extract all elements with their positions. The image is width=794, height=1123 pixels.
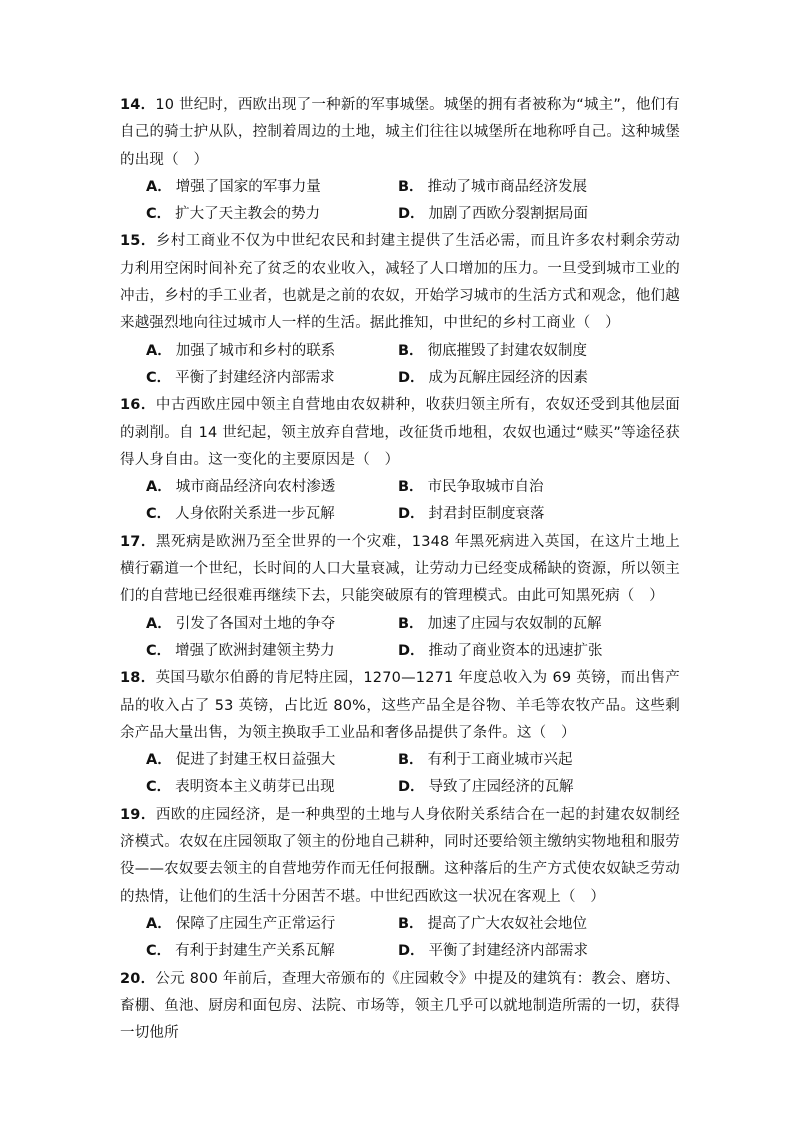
option-letter: A． xyxy=(146,342,172,359)
question-number: 18． xyxy=(120,670,156,687)
option-letter: B． xyxy=(398,915,424,932)
answer-options xyxy=(120,911,680,966)
question-number: 20． xyxy=(120,970,156,987)
option-row xyxy=(120,365,680,392)
answer-options xyxy=(120,174,680,229)
option-b xyxy=(398,911,650,938)
option-row xyxy=(120,774,680,801)
option-b xyxy=(398,747,650,774)
option-letter: B． xyxy=(398,615,424,632)
question-number: 16． xyxy=(120,397,156,414)
option-a xyxy=(146,338,398,365)
option-letter: D． xyxy=(398,506,425,523)
option-row xyxy=(120,174,680,201)
option-letter: A． xyxy=(146,752,172,769)
option-text: 市民争取城市自治 xyxy=(427,479,544,496)
question-list xyxy=(120,92,680,1047)
question-item xyxy=(120,529,680,665)
option-row xyxy=(120,611,680,638)
option-a xyxy=(146,611,398,638)
question-item xyxy=(120,392,680,528)
option-b xyxy=(398,611,650,638)
question-text: 中古西欧庄园中领主自营地由农奴耕种，收获归领主所有，农奴还受到其他层面的剥削。自 14 世纪起，领主放弃自营地，改征货币地租，农奴也通过“赎买”等途径获得人身自由。这一变化的主要原因是（ ） xyxy=(120,397,681,468)
option-row xyxy=(120,911,680,938)
option-letter: A． xyxy=(146,178,172,195)
option-a xyxy=(146,911,398,938)
question-stem xyxy=(120,92,680,174)
option-text: 城市商品经济向农村渗透 xyxy=(175,479,336,496)
option-text: 推动了商业资本的迅速扩张 xyxy=(428,642,603,659)
option-row xyxy=(120,938,680,965)
option-row xyxy=(120,501,680,528)
question-stem xyxy=(120,802,680,911)
option-text: 加速了庄园与农奴制的瓦解 xyxy=(427,615,602,632)
option-letter: C． xyxy=(146,206,172,223)
option-letter: A． xyxy=(146,615,172,632)
option-text: 平衡了封建经济内部需求 xyxy=(428,943,589,960)
question-number: 15． xyxy=(120,233,156,250)
question-stem xyxy=(120,665,680,747)
option-letter: D． xyxy=(398,642,425,659)
option-text: 保障了庄园生产正常运行 xyxy=(175,915,336,932)
question-item xyxy=(120,665,680,801)
option-c xyxy=(146,638,398,665)
question-stem xyxy=(120,966,680,1048)
option-letter: D． xyxy=(398,369,425,386)
option-letter: A． xyxy=(146,479,172,496)
option-d xyxy=(398,638,650,665)
option-text: 有利于工商业城市兴起 xyxy=(427,752,573,769)
question-item xyxy=(120,92,680,228)
question-text: 乡村工商业不仅为中世纪农民和封建主提供了生活必需，而且许多农村剩余劳动力利用空闲时间补充了贫乏的农业收入，减轻了人口增加的压力。一旦受到城市工业的冲击，乡村的手工业者，也就是之前的农奴，开始学习城市的生活方式和观念，他们越来越强烈地向往过城市人一样的生活。据此推知，中世纪的乡村工商业（ ） xyxy=(120,233,681,332)
option-letter: B． xyxy=(398,752,424,769)
option-text: 引发了各国对土地的争夺 xyxy=(175,615,336,632)
option-b xyxy=(398,174,650,201)
option-d xyxy=(398,938,650,965)
option-text: 有利于封建生产关系瓦解 xyxy=(175,943,335,960)
option-text: 促进了封建王权日益强大 xyxy=(175,752,336,769)
option-text: 彻底摧毁了封建农奴制度 xyxy=(427,342,588,359)
option-text: 表明资本主义萌芽已出现 xyxy=(175,779,335,796)
option-letter: C． xyxy=(146,943,172,960)
question-number: 14． xyxy=(120,97,156,113)
question-stem xyxy=(120,529,680,611)
option-letter: C． xyxy=(146,642,172,659)
option-d xyxy=(398,365,650,392)
option-c xyxy=(146,365,398,392)
option-letter: D． xyxy=(398,779,425,796)
option-text: 平衡了封建经济内部需求 xyxy=(175,369,335,386)
option-row xyxy=(120,474,680,501)
option-text: 加强了城市和乡村的联系 xyxy=(175,342,336,359)
option-letter: B． xyxy=(398,342,424,359)
option-d xyxy=(398,201,650,228)
option-letter: C． xyxy=(146,369,172,386)
option-d xyxy=(398,501,650,528)
question-item xyxy=(120,802,680,966)
option-letter: A． xyxy=(146,915,172,932)
option-letter: D． xyxy=(398,206,425,223)
option-row xyxy=(120,638,680,665)
answer-options xyxy=(120,474,680,529)
option-text: 增强了欧洲封建领主势力 xyxy=(175,642,335,659)
question-text: 公元 800 年前后，查理大帝颁布的《庄园敕令》中提及的建筑有：教会、磨坊、畜棚、鱼池、厨房和面包房、法院、市场等，领主几乎可以就地制造所需的一切，获得一切他所 xyxy=(120,970,680,1042)
question-text: 英国马歇尔伯爵的肯尼特庄园，1270—1271 年度总收入为 69 英镑，而出售产品的收入占了 53 英镑，占比近 80%，这些产品全是谷物、羊毛等农牧产品。这些剩余产品大量出售，为领主换取手工业品和奢侈品提供了条件。这（ ） xyxy=(120,670,681,741)
option-row xyxy=(120,338,680,365)
question-text: 10 世纪时，西欧出现了一种新的军事城堡。城堡的拥有者被称为“城主”，他们有自己的骑士护从队，控制着周边的土地，城主们往往以城堡所在地称呼自己。这种城堡的出现（ ） xyxy=(120,97,680,168)
question-stem xyxy=(120,392,680,474)
option-c xyxy=(146,938,398,965)
option-text: 导致了庄园经济的瓦解 xyxy=(428,779,574,796)
option-a xyxy=(146,474,398,501)
question-number: 19． xyxy=(120,806,156,823)
question-text: 黑死病是欧洲乃至全世界的一个灾难，1348 年黑死病进入英国，在这片土地上横行霸道一个世纪，长时间的人口大量衰减，让劳动力已经变成稀缺的资源，所以领主们的自营地已经很难再继续下去，只能突破原有的管理模式。由此可知黑死病（ ） xyxy=(120,533,680,605)
option-text: 增强了国家的军事力量 xyxy=(175,178,321,195)
option-a xyxy=(146,174,398,201)
answer-options xyxy=(120,338,680,393)
option-letter: B． xyxy=(398,178,424,195)
question-number: 17． xyxy=(120,533,156,550)
option-row xyxy=(120,201,680,228)
option-c xyxy=(146,201,398,228)
option-text: 封君封臣制度衰落 xyxy=(428,506,545,523)
option-text: 人身依附关系进一步瓦解 xyxy=(175,506,335,523)
option-text: 成为瓦解庄园经济的因素 xyxy=(428,369,589,386)
question-text: 西欧的庄园经济，是一种典型的土地与人身依附关系结合在一起的封建农奴制经济模式。农奴在庄园领取了领主的份地自己耕种，同时还要给领主缴纳实物地租和服劳役——农奴要去领主的自营地劳作而无任何报酬。这种落后的生产方式使农奴缺乏劳动的热情，让他们的生活十分困苦不堪。中世纪西欧这一状况在客观上（ ） xyxy=(120,806,681,905)
answer-options xyxy=(120,611,680,666)
option-d xyxy=(398,774,650,801)
option-letter: D． xyxy=(398,943,425,960)
option-text: 扩大了天主教会的势力 xyxy=(175,206,321,223)
option-c xyxy=(146,501,398,528)
option-row xyxy=(120,747,680,774)
answer-options xyxy=(120,747,680,802)
option-letter: C． xyxy=(146,506,172,523)
option-text: 加剧了西欧分裂割据局面 xyxy=(428,206,589,223)
option-b xyxy=(398,338,650,365)
option-c xyxy=(146,774,398,801)
option-text: 推动了城市商品经济发展 xyxy=(427,178,588,195)
question-stem xyxy=(120,228,680,337)
option-text: 提高了广大农奴社会地位 xyxy=(427,915,588,932)
question-item xyxy=(120,966,680,1048)
option-letter: B． xyxy=(398,479,424,496)
option-b xyxy=(398,474,650,501)
option-a xyxy=(146,747,398,774)
option-letter: C． xyxy=(146,779,172,796)
question-item xyxy=(120,228,680,392)
